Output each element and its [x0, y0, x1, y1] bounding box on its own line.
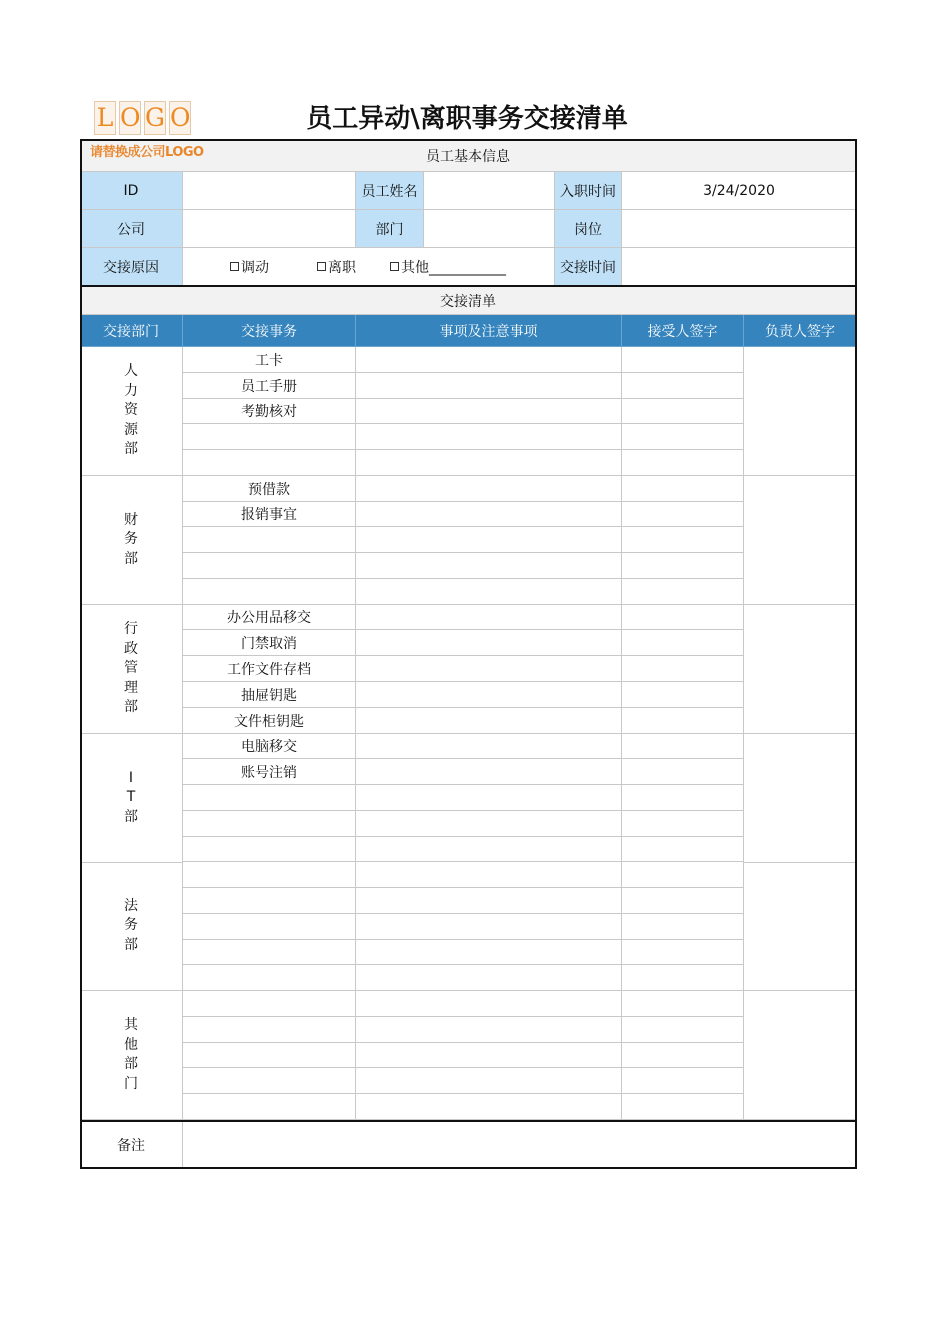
- department-name-char: 部: [124, 441, 138, 458]
- receiver-sign-field[interactable]: [622, 630, 744, 656]
- department-name: [124, 1016, 138, 1094]
- notes-field[interactable]: [356, 527, 622, 553]
- manager-sign-field[interactable]: [744, 347, 857, 476]
- id-label: ID: [80, 172, 183, 210]
- reason-option-0[interactable]: [230, 257, 269, 277]
- receiver-sign-field[interactable]: [622, 1094, 744, 1120]
- task-cell: 考勤核对: [183, 399, 356, 424]
- task-cell: 报销事宜: [183, 502, 356, 527]
- task-cell: [183, 579, 356, 605]
- receiver-sign-field[interactable]: [622, 965, 744, 991]
- receiver-sign-field[interactable]: [622, 1068, 744, 1094]
- task-cell: [183, 914, 356, 940]
- notes-field[interactable]: [356, 424, 622, 450]
- department-cell: [80, 991, 183, 1120]
- department-name-char: 部: [124, 808, 138, 825]
- department-name: [124, 620, 138, 718]
- section-basic-info: 员工基本信息: [80, 140, 857, 172]
- department-name: [124, 362, 138, 460]
- receiver-sign-field[interactable]: [622, 888, 744, 914]
- reason-option-2[interactable]: [390, 257, 506, 277]
- notes-field[interactable]: [356, 811, 622, 837]
- department-name-char: 务: [124, 917, 138, 934]
- reason-option-label: 调动: [241, 259, 269, 276]
- receiver-sign-field[interactable]: [622, 502, 744, 527]
- department-name-char: 他: [124, 1036, 138, 1053]
- department-name-char: 政: [124, 640, 138, 657]
- notes-field[interactable]: [356, 1068, 622, 1094]
- company-label: 公司: [80, 210, 183, 248]
- task-cell: [183, 785, 356, 811]
- hire-date-label: 入职时间: [555, 172, 622, 210]
- company-field[interactable]: [183, 210, 356, 248]
- department-name-char: 理: [124, 679, 138, 696]
- receiver-sign-field[interactable]: [622, 862, 744, 888]
- receiver-sign-field[interactable]: [622, 450, 744, 476]
- task-cell: [183, 450, 356, 476]
- notes-field[interactable]: [356, 1043, 622, 1068]
- task-cell: 工卡: [183, 347, 356, 373]
- name-label: 员工姓名: [356, 172, 424, 210]
- notes-field[interactable]: [356, 1017, 622, 1043]
- department-name-char: 部: [124, 550, 138, 567]
- receiver-sign-field[interactable]: [622, 579, 744, 605]
- notes-field[interactable]: [356, 734, 622, 759]
- notes-field[interactable]: [356, 553, 622, 579]
- handover-time-label: 交接时间: [555, 248, 622, 286]
- checkbox-icon[interactable]: [317, 262, 326, 271]
- hire-date-field[interactable]: 3/24/2020: [622, 172, 857, 210]
- manager-sign-field[interactable]: [744, 734, 857, 863]
- logo-letter: G: [144, 101, 166, 135]
- task-cell: [183, 991, 356, 1017]
- department-name-char: 管: [124, 660, 138, 677]
- logo-letter: L: [94, 101, 116, 135]
- task-cell: [183, 553, 356, 579]
- task-cell: 工作文件存档: [183, 656, 356, 682]
- notes-field[interactable]: [356, 682, 622, 708]
- checkbox-icon[interactable]: [390, 262, 399, 271]
- department-name: [124, 769, 138, 828]
- department-cell: [80, 347, 183, 476]
- department-name-char: 部: [124, 1056, 138, 1072]
- department-cell: [80, 476, 183, 605]
- receiver-sign-field[interactable]: [622, 527, 744, 553]
- page-title: 员工异动\离职事务交接清单: [306, 104, 628, 134]
- logo-letter: O: [169, 101, 191, 135]
- receiver-sign-field[interactable]: [622, 605, 744, 630]
- department-name-char: 资: [124, 402, 138, 419]
- notes-field[interactable]: [356, 1094, 622, 1120]
- header-task: 交接事务: [183, 315, 356, 347]
- notes-field[interactable]: [356, 347, 622, 373]
- task-cell: 预借款: [183, 476, 356, 502]
- task-cell: 电脑移交: [183, 734, 356, 759]
- reason-label: 交接原因: [80, 248, 183, 286]
- receiver-sign-field[interactable]: [622, 553, 744, 579]
- task-cell: [183, 940, 356, 965]
- notes-field[interactable]: [356, 399, 622, 424]
- task-cell: 文件柜钥匙: [183, 708, 356, 734]
- notes-field[interactable]: [356, 837, 622, 862]
- notes-field[interactable]: [356, 785, 622, 811]
- receiver-sign-field[interactable]: [622, 399, 744, 424]
- department-name-char: 人: [124, 363, 138, 380]
- manager-sign-field[interactable]: [744, 862, 857, 991]
- department-name-char: 部: [124, 699, 138, 716]
- task-cell: [183, 1068, 356, 1094]
- notes-field[interactable]: [356, 965, 622, 991]
- manager-sign-field[interactable]: [744, 476, 857, 605]
- receiver-sign-field[interactable]: [622, 708, 744, 734]
- task-cell: [183, 811, 356, 837]
- department-name-char: 源: [124, 421, 138, 438]
- receiver-sign-field[interactable]: [622, 1017, 744, 1043]
- divider: [80, 1120, 857, 1122]
- department-cell: [80, 862, 183, 991]
- department-name-char: 财: [124, 511, 138, 528]
- task-cell: [183, 862, 356, 888]
- notes-field[interactable]: [356, 373, 622, 399]
- department-name-char: 法: [124, 897, 138, 914]
- header-dept: 交接部门: [80, 315, 183, 347]
- position-field[interactable]: [622, 210, 857, 248]
- receiver-sign-field[interactable]: [622, 1043, 744, 1068]
- notes-field[interactable]: [356, 991, 622, 1017]
- department-name-char: 务: [124, 531, 138, 548]
- manager-sign-field[interactable]: [744, 991, 857, 1120]
- task-cell: 员工手册: [183, 373, 356, 399]
- task-cell: [183, 837, 356, 862]
- receiver-sign-field[interactable]: [622, 759, 744, 785]
- remark-label: 备注: [80, 1122, 183, 1168]
- notes-field[interactable]: [356, 450, 622, 476]
- task-cell: 门禁取消: [183, 630, 356, 656]
- notes-field[interactable]: [356, 914, 622, 940]
- reason-options: [183, 248, 555, 286]
- notes-field[interactable]: [356, 656, 622, 682]
- receiver-sign-field[interactable]: [622, 424, 744, 450]
- notes-field[interactable]: [356, 476, 622, 502]
- department-name-char: T: [126, 789, 136, 806]
- name-field[interactable]: [424, 172, 555, 210]
- department-name-char: 门: [124, 1075, 138, 1092]
- id-field[interactable]: [183, 172, 356, 210]
- notes-field[interactable]: [356, 605, 622, 630]
- task-cell: [183, 965, 356, 991]
- notes-field[interactable]: [356, 630, 622, 656]
- manager-sign-field[interactable]: [744, 605, 857, 734]
- reason-option-label: 其他___________: [401, 259, 506, 276]
- receiver-sign-field[interactable]: [622, 347, 744, 373]
- logo-letter: O: [119, 101, 141, 135]
- department-cell: [80, 734, 183, 863]
- department-name-char: 部: [124, 936, 138, 953]
- task-cell: [183, 527, 356, 553]
- task-cell: [183, 424, 356, 450]
- receiver-sign-field[interactable]: [622, 811, 744, 837]
- receiver-sign-field[interactable]: [622, 785, 744, 811]
- department-name-char: 其: [124, 1017, 138, 1033]
- receiver-sign-field[interactable]: [622, 991, 744, 1017]
- task-cell: [183, 1017, 356, 1043]
- task-cell: [183, 1094, 356, 1120]
- handover-time-field[interactable]: [622, 248, 857, 286]
- department-name-char: 行: [124, 621, 138, 638]
- department-name-char: 力: [124, 382, 138, 399]
- header-receiver-sign: 接受人签字: [622, 315, 744, 347]
- checkbox-icon[interactable]: [230, 262, 239, 271]
- receiver-sign-field[interactable]: [622, 682, 744, 708]
- receiver-sign-field[interactable]: [622, 373, 744, 399]
- remark-field[interactable]: [183, 1122, 857, 1168]
- dept-label: 部门: [356, 210, 424, 248]
- header-manager-sign: 负责人签字: [744, 315, 857, 347]
- notes-field[interactable]: [356, 888, 622, 914]
- department-cell: [80, 605, 183, 734]
- task-cell: [183, 888, 356, 914]
- logo-note: 请替换成公司LOGO: [90, 145, 204, 160]
- header-notes: 事项及注意事项: [356, 315, 622, 347]
- position-label: 岗位: [555, 210, 622, 248]
- reason-option-1[interactable]: [317, 257, 356, 277]
- notes-field[interactable]: [356, 579, 622, 605]
- department-name: [124, 511, 138, 570]
- notes-field[interactable]: [356, 940, 622, 965]
- notes-field[interactable]: [356, 708, 622, 734]
- department-name-char: I: [128, 769, 134, 786]
- task-cell: 账号注销: [183, 759, 356, 785]
- task-cell: 办公用品移交: [183, 605, 356, 630]
- dept-field[interactable]: [424, 210, 555, 248]
- receiver-sign-field[interactable]: [622, 837, 744, 862]
- notes-field[interactable]: [356, 759, 622, 785]
- receiver-sign-field[interactable]: [622, 734, 744, 759]
- section-checklist: 交接清单: [80, 287, 857, 315]
- task-cell: 抽屉钥匙: [183, 682, 356, 708]
- divider: [80, 285, 857, 287]
- receiver-sign-field[interactable]: [622, 914, 744, 940]
- task-cell: [183, 1043, 356, 1068]
- notes-field[interactable]: [356, 862, 622, 888]
- department-name: [124, 897, 138, 956]
- receiver-sign-field[interactable]: [622, 940, 744, 965]
- notes-field[interactable]: [356, 502, 622, 527]
- reason-option-label: 离职: [328, 259, 356, 276]
- receiver-sign-field[interactable]: [622, 656, 744, 682]
- receiver-sign-field[interactable]: [622, 476, 744, 502]
